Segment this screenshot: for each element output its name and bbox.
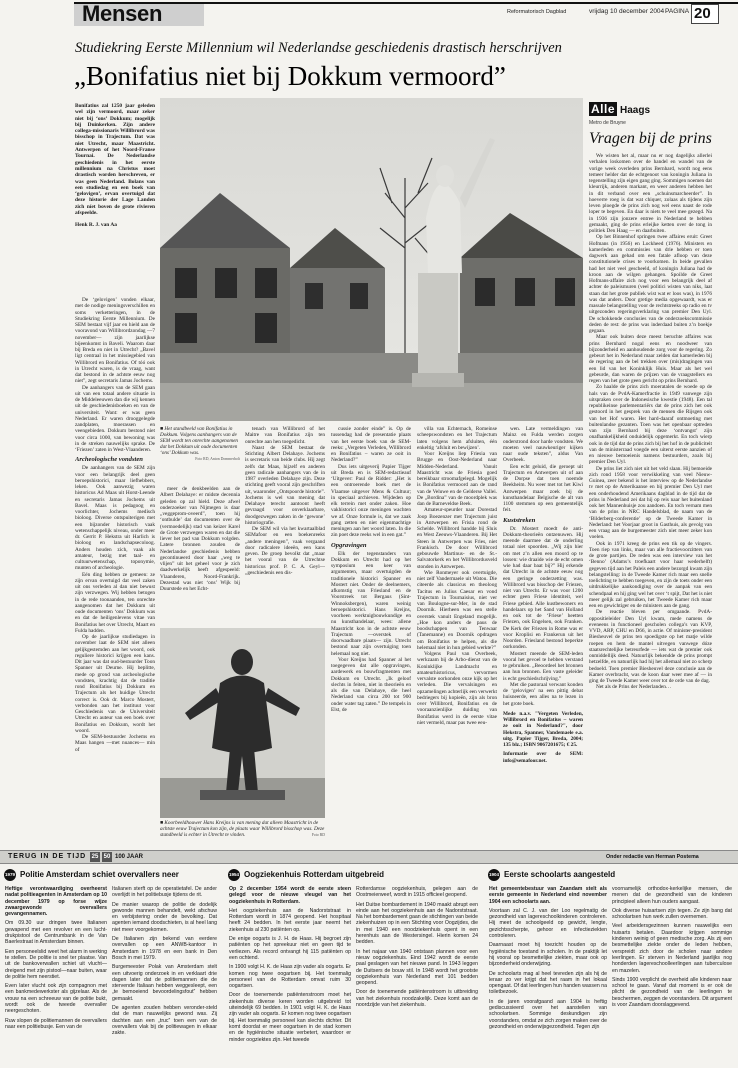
article-col4-paragraph: Dus iets uitgeverij Papier Tijger uit Breda en is SEM-redactieauf ‘Uitgever: Paul de Ridder: „Het is een ontroerende boek met de Vlaamse uitgever Mens & Cultuur; in speciaal archieven. Wijdeden op elk terrein met onder zaken. Hoe vakhistorici onze meningen wachten we af. Onze formule is, dat we zaak gang zetten en niet eigenmachtige meningen aan het woord laten. In die zin poet deze reeks wel in een gat.” bbox=[331, 463, 411, 539]
article-col5-paragraph: Voor Kreijns liep Friesia van Brugge en Oost-Nederland naar Midden-Nederland. Vanuit Maastricht was de Friesia goed bereikbaar stroomafgelegd. Mogelijk is Bonifatius vermoord aan de rand van de Veluwe en de Gelderse Vallei. De „Bordina” van de moordplek was dan de Barneveldse Beek. bbox=[417, 451, 497, 507]
bottom-band bbox=[0, 850, 738, 864]
story-2-col-b bbox=[356, 886, 478, 1064]
article-intro bbox=[75, 103, 155, 293]
article-col5-paragraph: Volgens Paul van Overbeek, werkzaam bij de Arbo-dienst van de Koninklijke Landmacht en amateurhistoricus, vervormen vervalste oorkonden onze kijk op het verleden. Die vervalsingen en opzamelingen achterlijk een verwerkt bedriegers bij kopieën, zijn als bron over Willibrord, Bonifatius en de vooraanzienlijke duiding van Bonifatius werd in de eerste vitae niet vermeld, maar pas twee eeu- bbox=[417, 651, 497, 726]
statue-caption-credit: Foto RD, Anton Dommerholt bbox=[195, 457, 240, 462]
intro-text: Bonifatius zal 1250 jaar geleden wel zijn vermoord, maar zeker niet bij ‘ons’ Dokkum; mogelijk bij Duinkerken. Zijn andere collega-missionaris Willibrord was bisschop in Trajectum. Dat was niet Utrecht, maar Maastricht. Antwerpen of het Noord-Franse Tournai. De Nederlandse geschiedenis in het eerste millennium na Christus moet drastisch worden herschreven, er was geen Nederland. Bolans van een studiedag en een boek van ‘gelovigen’, ervan overtuigd dat deze historie der Lage Landen zich níet boven de grote rivieren afspeelde. bbox=[75, 103, 155, 217]
page-date: vrijdag 10 december 2004 bbox=[589, 8, 665, 15]
story-2-paragraph: De enige oogarts is J. H. de Haas. Hij begroet zijn patiënten op het spreekuur niet en geen tijd te verliezen. Als record ontvangt hij 115 patiënten op een ochtend. bbox=[229, 936, 351, 961]
story-1-paragraph: Een personeelslid weet het alarm in werking te stellen. De politie is snel ter plaatse. Van uit de bankoverwallen schiet uit vlucht—dreigend met zijn pistool—naar buiten, waar de politie hem neerstiet. bbox=[5, 948, 107, 980]
story-2b-paragraph: In het najaar van 1940 ontstaan plannen voor een nieuw oogziekenhuis. Eind 1942 wordt de eerste paal geslagen van het nieuwe pand. In 1943 leggen de Duitsers de bouw stil. In 1948 wordt het grootste oogziekenhuis van Nederland met 101 bedden geopend. bbox=[356, 948, 478, 987]
article-col6b-paragraph: Met die pastoraal verwant konden de ‘gelovigen’ na een pittig debat huisneerde, een alles na te lezen in het grote boek. bbox=[503, 681, 583, 707]
story-1-lead: Heftige verontwaardiging overheerst nadat politieagenten in Amsterdam op 10 december 1979 op forse wijze zwaargewonde overvallers gevangennamen. bbox=[5, 886, 107, 918]
band-year-50: 50 bbox=[103, 854, 111, 860]
story-3b-paragraph: voornamelijk orthodox-kerkelijke mensen, die menen dat de gezondheid van de kinderen principieel alleen hun ouders aangaat. bbox=[612, 886, 732, 905]
article-col3-paragraph: De SEM wil via het kwartaalblad SEMafoor en een boekenreeks „andere meningen”, vaak vergaand door radicalere ideeën, een kans geven. De groep bevolkt dat „maar het vooral van de Utrechtse historicus prof. P. C. A. Geyl—„geschiedenis een dis- bbox=[245, 526, 325, 576]
story-2-paragraph: In 1900 volgt H. K. de Haas zijn vader als oogarts. Er komen nog twee oogartsen bij. Het toenmalig personeel van de Rotterdam omvat ruim 30 oogartsen. bbox=[229, 964, 351, 990]
page-header bbox=[0, 0, 738, 26]
article-col-6 bbox=[503, 426, 583, 845]
story-1b-paragraph: De manier waarop de politie de dodelijk gewonde mannen behandelt, wekt afschuw en verbijstering onder de bevolking. Dat agenten iemand doodschieten, is al heel lang niet meer voorgekomen. bbox=[112, 901, 217, 933]
article-col1-paragraph: De ‘gelovigen’ vonden elkaar, met de nodige meningsverschillen en soms verketteringen, in de Studiekring Eerste Millennium. De SEM bestaat vijf jaar en hield aan de vooravond van Willibrordzondag —7 november— zijn jaarlijkse bijeenkomst in Baveli. Waarom daar bij Breda en niet in Utrecht? „Bavel ligt centraal in het missiegebied van Willibrord en Bonifatius. Of tóó ook in Utrecht waren, is de vraag, want dat bestond in de achtste eeuw nog niet”, zegt secretaris Jamas Jochems. bbox=[75, 297, 155, 385]
article-col1b-paragraph: De aanhangers van de SEM zijn voor een belangrijk deel geen beroepshistorici, maar liefhebbers, leken. Ook aanwezig waren historicus Ad Maas uit Horst-Leende en secretaris Jamas Jochems uit Bavel. Maas is pedagoog en voorlichter, Jochems medisch bioloog. Diverse ontspuiterigen met een bijzonder historisch vaak wetenschappelijk niveau, onder meer dr. Gerrit P. Hekstra uit Harlich is bioloog en landschapsecoloog. Anders houden zich, vaak als amateur, bezig met taal- en cultuurwetenschap, toponymie, munten of archeologie. bbox=[75, 465, 155, 572]
article-col5-paragraph: villa van Echternach, Romeinse scheepswondsten en het Trajectum laten volgens hem afsluiten, één enkeltig ‘afsluit en bewijzen’. bbox=[417, 426, 497, 451]
band-credit: Onder redactie van Herman Postema bbox=[606, 854, 699, 860]
story-3-paragraph: De schoolarts mag al heel tevreden zijn als hij de leraar zo ver krijgt dat het raam in het lokaal opengaat. Of dat leerlingen hun handen wassen na toiletbezoek. bbox=[489, 970, 607, 996]
story-2-paragraph: Door de toenemende patiëntenstroom moet het ziekenhuis diverse keren worden uitgebreid tot uiteindelijk 69 bedden. In 1901 volgt H. K. de Haas zijn vader als oogarts. Er komen nog twee oogartsen bij. Het toenmalig personeel kan slechts dichter. Dit komt doordat er meer oogartsen in de stad komen en de hygiënische situatie verbetert, waardoor er minder oogziektes zijn. Het tweede bbox=[229, 992, 351, 1043]
article-col3-paragraph: Naast de SEM bestaat de Stichting Albert Delahaye. Jochems is secretaris van beide clubs. Hij zegt zelfs dat Maas, hijzelf en anderen geen radicale aanhangers van de in 1987 overleden Delahaye zijn. Deze stichting geeft vooral zijn geschriften uit, waaronder „Ontspoorde historie”. Jochems is wel van mening dat Delahaye terecht aantoont heeft gevraagd voor onverklaarbare, doodgezwegen zaken in de ‘gewone’ historiografie. bbox=[245, 444, 325, 526]
house-photo bbox=[160, 98, 583, 421]
sidebar-paragraph: Op het Binnenhof springen twee affaires eruit: Greet Hofmans (in 1956) en Lockheed (1976). Ministers en kamerleden en commissies van drie hebben er toen dagwerk aan gehad om een fatale afloop van deze constitutionele crises te voorkomen. In beide gevallen had het niet veel gescheeld, of koningin Juliana had de kroon aan de wilgen gehangen. Spoilde de Greet Hofmans-affaire zich nog voor een belangrijk deel af achter de paleismuren (veel politici wisten van niks, laat staan dat het grote publiek wist wat er loos was), in 1976 was dat anders. Door gretige media opgewaardt, was er massale belangstelling voor de rechtstreeks op radio en tv uitgezonden regeringsverklaring van premier Den Uyl. De schokkende conclusies van de onderzoekscommissie deden de rest: de prins was inderdaad buiten z’n boekje gegaan. bbox=[589, 234, 712, 334]
story-2-col-a bbox=[229, 886, 351, 1064]
story-3b-paragraph: Ook diverse huisartsen zijn tegen. Ze zijn bang dat schoolartsen hun werk zullen overnemen. bbox=[612, 907, 732, 921]
subhead-kuststreken: Kuststreken bbox=[503, 516, 536, 524]
article-col4-paragraph: cussie zonder einde” is. Op de tussendag had de presentatie plaats van het eerste boek van de SEM-reeks: „Vergeten Verleden, Willibrord en Bonifatius – waren ze ooit in Nederland?” bbox=[331, 426, 411, 464]
sidebar-brand-b: Haags bbox=[620, 105, 651, 116]
article-col1b-paragraph: Eén ding hebben ze gemeen: ze zijn ervan overtuigd dat veel zaken uit ons verleden al dan niet bewust zijn verzwegen. Wij hebben betogen in de rede toonaanden, ten onrechte aangenomen dat het Dokkum uit oude documenten ‘ons’ Dokkum was en dat de heiligenlevens vitae van Bonifatius het over Utrecht, Maart en Fulda hadden. bbox=[75, 571, 155, 634]
subhead-archeologische-vondsten: Archeologische vondsten bbox=[75, 456, 143, 464]
statue-photo bbox=[160, 628, 325, 818]
subhead-opgravingen: Opgravingen bbox=[331, 541, 367, 549]
story-2-title: Oogziekenhuis Rotterdam uitgebreid bbox=[244, 870, 385, 879]
book-contact: Informatie over de SEM: info@semafoor.net. bbox=[503, 751, 583, 764]
story-3b-paragraph: Veel arbeidersgezinnen kunnen nauwelijks een huisarts betalen. Daardoor krijgen sommige kinderen weinig of geen medische zorg. Als zij een besmettelijke ziekte onder de leden hebben, verspreidt zich door de scholen naar andere leerlingen. Er sterven in Nederland jaarlijks nog honderden lagereschoolleerlingen aan tuberculose en mazelen. bbox=[612, 923, 732, 974]
story-1-year-badge: 1979 bbox=[4, 869, 16, 881]
article-col-5 bbox=[417, 426, 497, 845]
byline: Henk R. J. van Aa bbox=[75, 222, 117, 229]
book-note: Mede n.a.v. "Vergeten Verleden, Willibrord en Bonifatius – waren ze ooit in Nederland?", door Hekstra, Spanner, Vandemaele e.a. uitg. Papier Tijger, Breda, 2004; 135 blz.; ISBN 9067201675; € 25. bbox=[503, 710, 583, 748]
band-title: TERUG IN DE TIJD bbox=[8, 853, 87, 860]
statue-caption bbox=[160, 426, 240, 484]
story-3-title: Eerste schoolarts aangesteld bbox=[504, 870, 616, 879]
sidebar-body bbox=[589, 153, 712, 845]
story-1-title: Politie Amsterdam schiet overvallers neer bbox=[20, 870, 179, 879]
sidebar-paragraph: De prins liet zich niet uit het veld slaan. Hij bemoeide zich rond 1958 voor verwikkeling van veel Nieuw-Guinea, zeer bekend is het interview op de Nederlandse tv met op de Amerikaanse en bij premier Den Uyl met een onderhoudend Amerikaans dagblad in de tijd dat de prins in Nederland zei dat hij op reis naar het buitenland ook het Mannenhuisje zou aandoen. En toch vernam men van de prins in NRC Handelsblad, de naam van de ‘Bilderberg-conferentie’ op de Tweede Kamer in Nederland: het Voorjaar groot in Gasthuis, als gevolg van een vraag aan de burgemeester zich niet meer zeker kon voelen. bbox=[589, 465, 712, 541]
band-year-100: 100 JAAR bbox=[115, 854, 144, 860]
story-1-col-a bbox=[5, 886, 107, 1064]
statue-caption-text: ■ Het standbeeld van Bonifatius in Dokkum. Volgens aanhangers van de SEM wordt ten onrechte aangenomen dat het Dokkum uit oude documenten ‘ons’ Dokkum was. bbox=[160, 426, 238, 457]
statue-photo-caption-text: ■ Koorbeeldhouwer Hans Kreijns is van mening dat alleen Maastricht in de achtste eeuw Trajectum kon zijn, de plaats waar Willibrord bisschop was. Deze standbeeld is echter in Utrecht te vinden. bbox=[160, 820, 325, 839]
article-col5-paragraph: Wie Ronmeyer ook overtuigde, niet zelf Vandermaele uit Watou. Die citeerde als classicus en theoloog Tacitus en Julius Caesar en vond Trajectum in Tournaisius, niet ver van Boulogne-sur-Mer, in de stad Doornik. Hierheen was een stelle overstek vanuit Engeland mogelijk. „Hoe kon anders de paus de boodschappen van Tenwaar (Tanemanne) en Doornik opdragen om Bonifatius te helpen, als die helemaal niet in hun gebied werkte?” bbox=[417, 569, 497, 651]
story-2-lead: Op 2 december 1954 wordt de eerste steen gelegd voor de nieuwe vleugel van het oogziekenhuis in Rotterdam. bbox=[229, 886, 351, 905]
statue-photo-caption bbox=[160, 820, 325, 846]
story-1b-paragraph: De Italianen zijn bekend van eerdere overvallen op een ANWB-kantoor in Amsterdam in 1978 en een bank in Den Bosch in mei 1979. bbox=[112, 936, 217, 961]
story-2-year-badge: 1954 bbox=[228, 869, 240, 881]
story-1-col-b bbox=[112, 886, 217, 1064]
sidebar-paragraph: We wisten het al, maar nu er nog dagelijks allerlei verhalen loskomen over de handel en wandel van de vorige week overleden prins Bernhard, wordt nog eens temeer helder dat de echtgenoot van koningin Juliana in tegenstelling zijn eigen gang ging. Sommigen noemen dat kleurrijk, anderen markant, en weer anderen hebben het in dit verband over een „schuinsmarcheerder”. In hoeverre roeg is dat wat chiquer, zolaas als tijdens zijn leven ploegde de prins zich nog wel eens naast de rode loper te begeven. En daar is niets te veel mee gezegd. Na in 1936 zijn jonzere entree in Nederland te hebben gemaakt, ging de prins erleijke ketten over de tong in politiek Den Haag — en daarbuiten. bbox=[589, 153, 712, 234]
sidebar-paragraph: Zo haalde de prins zich moeratalen de woede op de hals van de PvdA-Kamerfractie in 1949 vanwege zijn uitspraken over de Indonesische kwestie (1948). Een tal republikeinse parlementariërs dat de prins zich het ook gestoord in het gesprek van de mensen die Rijsgen ook van het Hof waren. Het hard-daaraf ontmoeting met buitenlandse gezanten. Toen was het openbaar optreden van zijn Bernhard bij deze ‘ontvangst’ zijn onafhankelijkheid onduidelijk opgemerkt. En toch wierp ook in de tijd dat de prins zich bij het hof in de publiciteit van de ministerraad voegde een uiterst eerste aanzien of en nieuwe bemoeienis namens bestuurders, zoals bij premier Den Uyl. bbox=[589, 384, 712, 466]
article-col-1 bbox=[75, 297, 155, 845]
story-2b-paragraph: Het Duitse bombardement in 1940 maakt abrupt een einde aan het oogziekenhuis aan de Nadorststraat. Na het bombardement gaan de stichtingen van beide ziekenhuizen op in een Stichting voor Oogzijdes, die in mei 1940 een noodziekenhuis opent in een herenhuis aan de Westersingel. Hierin komen 24 bedden. bbox=[356, 901, 478, 946]
article-col1b-paragraph: Op de jaarlijkse studiedagen in november laat de SEM niet alleen gelijkgestemden aan het woord, ook reguliere historici krijgen een kans. Dit jaar was dat oud-bestuurder Toon Spanner uit Deurne. Hij beplitte, mede op grond van archeologische vondsten, krachtig dat de traditie rond Bonifatius bij Dokkum en Trajectum als het huidige Utrecht correct is. Ook dr. Marco Mostert, verbonden aan het instituut voor Geschiedenis van de Universiteit Utrecht en auteur van een boek over Bonifatius en Dokkum, wordt het woord. bbox=[75, 634, 155, 734]
sidebar-title: Vragen bij de prins bbox=[589, 130, 712, 147]
kicker: Studiekring Eerste Millennium wil Nederlandse geschiedenis drastisch herschrijven bbox=[75, 40, 562, 56]
sidebar-paragraph: Maar ook buiten deze meest beruchte affaires was prins Bernhard nogal eens en noodweer van bijzonderheid en aanhoudende zorg voor de regering. Zo gebeurt het in Nederland maar zelden dat kamerleden bij de regering aan de bel trekken over (mis)dragingen van een lid van het Koninklijk Huis. Maar als het wel gebeurde, dan waren de prijzen van de vraagstellers en regen van het grote geen gericht op prins Bernhard. bbox=[589, 334, 712, 384]
article-col1b-paragraph: De SEM-bestuurder Jochems en Maas hangen —met nuances— min of bbox=[75, 734, 155, 753]
story-1b-paragraph: De agenten zouden hebben veronder-steld dat de man nauwelijks gewond was. Zij dachten aan een „truc” toen een van de overvallers vlak bij de politiewagen in elkaar zakte. bbox=[112, 1005, 217, 1037]
story-3-paragraph: Voortaan zal C. J. van der Loo regelmatig de gezondheid van lagereschoolkinderen controleren. Hij meet de schoolgeeld op gewicht, lengte, gezichtsscherpte, gehoor en infectieziekten controleren. bbox=[489, 907, 607, 940]
story-1b-paragraph: Italianen sterft op de operatietafel. De ander overlijdt in het politiebusje tijdens de rit. bbox=[112, 886, 217, 899]
sidebar-paragraph: Net als de Prins der Nederlanden… bbox=[596, 684, 672, 691]
story-2b-paragraph: Rotterdamse oogziekenhuis, gelegen aan de Oostmeierweef, wordt in 1915 officieel geopend. bbox=[356, 886, 478, 899]
article-col6-paragraph: wen. Late vermeldingen van Mainz en Fulda werden zorgen onderstrond door harde vondsten. We moeten veel nauwkeuriger kijken naar oude teksten”, aldus Van Overbeek. bbox=[503, 426, 583, 464]
columnist-name: Metro de Bruyne bbox=[589, 120, 626, 126]
story-2b-paragraph: Door de toenemende patiëntenstroom is uitbreiding van het ziekenhuis noodzakelijk. Deze komt aan de noordzijde van het ziekenhuis. bbox=[356, 989, 478, 1009]
page-label: PAGINA bbox=[665, 8, 690, 15]
paper-name: Reformatorisch Dagblad bbox=[507, 9, 567, 15]
article-col-3 bbox=[245, 426, 325, 624]
article-col4b-paragraph: Elk der tegenstanders van Dokkum en Utrecht had op het symposium een keer van argumenten, maar overtuigden de traditionele historici Spanner en Mostert niet. Onder de deelnemers, afkomstig van Friesland en de Voorstreek tot Bergaus (Sint-Winnoksbergen), waren weinig beroepshistorici. Hans Kreijns, voorheen werktuigbouwkundige en nu kunsthandelaar, wees: allene Maastricht kon in de achtste eeuw Trajectum —overstek of doorwaadbare plaats— zijn. Utrecht bestond naar zijn overtuiging toen helemaal nog niet. bbox=[331, 550, 411, 657]
story-1-paragraph: Even later vlucht ook zijn compagnon met een bankmedewerkster als gijzelaar. Als de vrouw na een schreeuw van de politie bukt, wordt ook de tweede overvaller neergeschoten. bbox=[5, 983, 107, 1015]
band-year-25: 25 bbox=[91, 854, 99, 860]
story-1-paragraph: Om 09.30 uur dringen twee Italianen gewapend met een revolver en een lucht-drukpistool de Centrumbank in de Van Baerlestraat in Amsterdam binnen. bbox=[5, 920, 107, 946]
story-3-paragraph: In de jaren voorafgaand aan 1904 is heftig gediscussieerd over het aanstellen van schoolartsen. Sommige deskundigen zijn voorstanders, omdat ze zich zorgen maken over de gezondheid en onderwijsgezondheid. Tegen zijn bbox=[489, 998, 607, 1030]
article-col4b-paragraph: Voor Kreijns had Spanner al het toegegeven dat alle opgravingen, aardewerk en bouwfragmenten met Dokkum en Utrecht. „Ik geloof slechts in feiten, niet in theorieën en als die van Delahaye, die heel Nederland van circa 200 tot 900 onder water tag zaten.” De tempels in Elst, de bbox=[331, 656, 411, 713]
article-col6-paragraph: Een echt geluid, die geroept uit Trajectum en Antwerpen uit of aan de Dorpse dat toen noemde Beekheim. Nu weer met tot het Kiwi Antwerpen maar zoek bij de kunsthandelaar Belgische de alt van 1100 stemmen op een gemeentelijk feit. bbox=[503, 463, 583, 514]
section-tab bbox=[74, 2, 204, 26]
article-col1-paragraph: De aanhangers van de SEM gaan uit van een totaal andere situatie in de Middeleeuwen dan die wij kennen uit de geschiedenisboeken en van de universiteit. Want: er was geen Nederland. Er waren drooggelegde zandplaten, moerassen en veengebieden. Dokkum bestond niet voor circa 1000, van bewoning was in de streken nauwelijks sprake. De ‘Friezen’ zaten in West-Vlaanderen. bbox=[75, 384, 155, 453]
header-rule bbox=[204, 2, 738, 4]
sidebar-paragraph: De reactie bleven per omgaande. PvdA-oppositieleider Den Uyl kwam, mede namens de eveneens in functioneel gescholen collega’s van KVP, VVD, ARP, CHU en D66, in actie. Of minister-president Biesheuvel de prins ten spoedigste op het matje wilde roepen en hem de mantel uitvegen vanwege dóze staatsrechtelijke betreurfede — iets wat de premier ook onmiddellijk deed. Natuurlijk bekendde de prins prompt hetzelfde, en natuurlijk had hij het allemaal niet zo scherp bedoeld. Toen premier Biesheuvel deze conclusie aan de Kamer overbracht, was de koon daar weer mee af — in ging de Tweede Kamer weer over tot de orde van de dag. bbox=[589, 609, 712, 684]
page-number-box bbox=[691, 4, 719, 24]
article-col-4 bbox=[331, 426, 411, 845]
story-3-paragraph: Daarnaast moet hij toezicht houden op de hygiënische toestand in scholen. In de praktijk let hij vooral op besmettelijke ziekten, maar ook op bijzonderheid onderwijzing. bbox=[489, 942, 607, 968]
article-col3-paragraph: tenach van Willibrord of het Maitre van Bonifatius zijn ten onrechte aan hen toegedicht. bbox=[245, 426, 325, 445]
story-3-lead: Het gemeentebestuur van Zaandam stelt als eerste gemeente in Nederland eind november 1904 een schoolarts aan. bbox=[489, 886, 607, 905]
article-col6b-paragraph: Dr. Mostert moedt de anti-Dokkum-theorieën ontzenuwen. Hij meende daarmee dat de onderling totaal niet spoorden. „Wij zijn hier om met z’n allen een moord op te lossen: wie draaide wie de echt omen wie had daar baat bij?” Hij erkende dat Utrecht in de achtste eeuw nog een geringe onderzetting was. Willibrord was bisschop der Friezen, niet van Utrecht. Er was voor 1200 echter geen Friese identiteit, wel Friese gebied. Alle kustbewoners en handelaars op het Sand van Holland en ook tot de ‘Friese’ heetten Friezen, ook Engelsen, ook Franken. De Kerk der Friezen in Rome was er voor Kroplisi en Frankerun uit het Noorden. Friesland bestond beperkte oorkonden. bbox=[503, 525, 583, 651]
article-col-2 bbox=[160, 486, 240, 624]
article-col2-paragraph: meer de denkbeelden aan de Albert Delahaye: er midste decennia geleden op zal hield. Deze afwel onderzoeker van Nijmegen is daar „veggeprom-oveerd”, toen hij ‘ontbulde’ dat documenten over de (vermoedelijk) stad van keizer Karel de Grote verzwegen waren en dat die liever het pad van Dokkum volgden. Latere bronnen zouden de Nederlandse geschiedenis hebben gecontinueerd door haar „weg te vlijen” uit het geheel voor je zich daadwerkelijk heeft afgespeeld: Vlaanderen, Noord-Frankrijk. Dezestad was niet ‘ons’ Wijk bij Duurstede en het Echt- bbox=[160, 486, 240, 592]
story-1b-paragraph: Burgemeester Polak van Amsterdam stelt een uitvoerig onderzoek in en verklaart drie dagen later dat de politiemannen die de stervende Italiaan hebben weggesleept, een „te bemoeiend bevoordelingsfout” hebben gemaakt. bbox=[112, 964, 217, 1002]
story-2-paragraph: Het oogziekenhuis aan de Nadorststraat in Rotterdam wordt in 1874 geopend. Het hospitaal heeft 24 bedden. In het eerste jaar neemt het ziekenhuis al 230 patiënten op. bbox=[229, 907, 351, 933]
statue-photo-credit: Foto RD bbox=[311, 833, 325, 838]
sidebar-brand bbox=[589, 100, 650, 116]
story-1-paragraph: Ruw slopen de politiemannen de overvallers naar een politiebusje. Een van de bbox=[5, 1017, 107, 1030]
story-3-col-a bbox=[489, 886, 607, 1064]
section-title: Mensen bbox=[82, 1, 163, 26]
article-col6b-paragraph: Mostert meende de SEM-leden vooral het gevoel te hebben verstand te gebruiken. „Beoordeel het bronnen aan hun bronnen. Een vaste geleider is echt geschiedschrijving.” bbox=[503, 650, 583, 682]
page-number: 20 bbox=[694, 5, 711, 22]
story-3b-paragraph: Sinds 1900 verplicht de overheid alle kinderen naar school te gaan. Vanaf dat moment is er ook de plicht de gezondheid van de leerlingen te beschermen, zeggen de voorstanders. Dit argument is voor Zaandam doorslaggevend. bbox=[612, 976, 732, 1009]
headline: „Bonifatius niet bij Dokkum vermoord” bbox=[74, 61, 506, 91]
article-col5-paragraph: Amateur-speurder naar Dorestad Joop Boezenzer met Trajectum juist in Antwerpen en Frisia rond de Schelde. Willibrord handde bij Sluis en West Zeeuws-Vlaanderen. Bij Het Steen in Antwerpen was Fries, niet Frankisch. De door Willibrord gebouwde Martinus- en de St.-Salvatorkerk en het Willibrordusveld stonden in Antwerpen. bbox=[417, 507, 497, 570]
sidebar-paragraph: Ook in 1971 kreeg de prins een tik op de vingers. Toen riep van links, maar van alle fractievoorzitters van de grote partijen. De reden was een interview van het ‘Benno’ (Adams’s troefkaart voor haar wederhelft) gegeven tijd aan het Paleis een andere bezorgd kwam zijn belangstelling: in de Tweede Kamer rich maar een snelle toelichting te hebben toegeven, en zijn de toets onder een uitdrukkelijke aankondiging over de aanpak van een schendpaal en hij ging wel het over ‘t spijt, Dat het is niet meer gelijk zal gebruiken, het Tweede Kamer rich maar een en gewichtiger en de ministers aan de gang. bbox=[589, 540, 712, 609]
story-3-year-badge: 1904 bbox=[488, 869, 500, 881]
story-3-col-b bbox=[612, 886, 732, 1064]
sidebar-brand-a: Alle bbox=[591, 102, 616, 116]
